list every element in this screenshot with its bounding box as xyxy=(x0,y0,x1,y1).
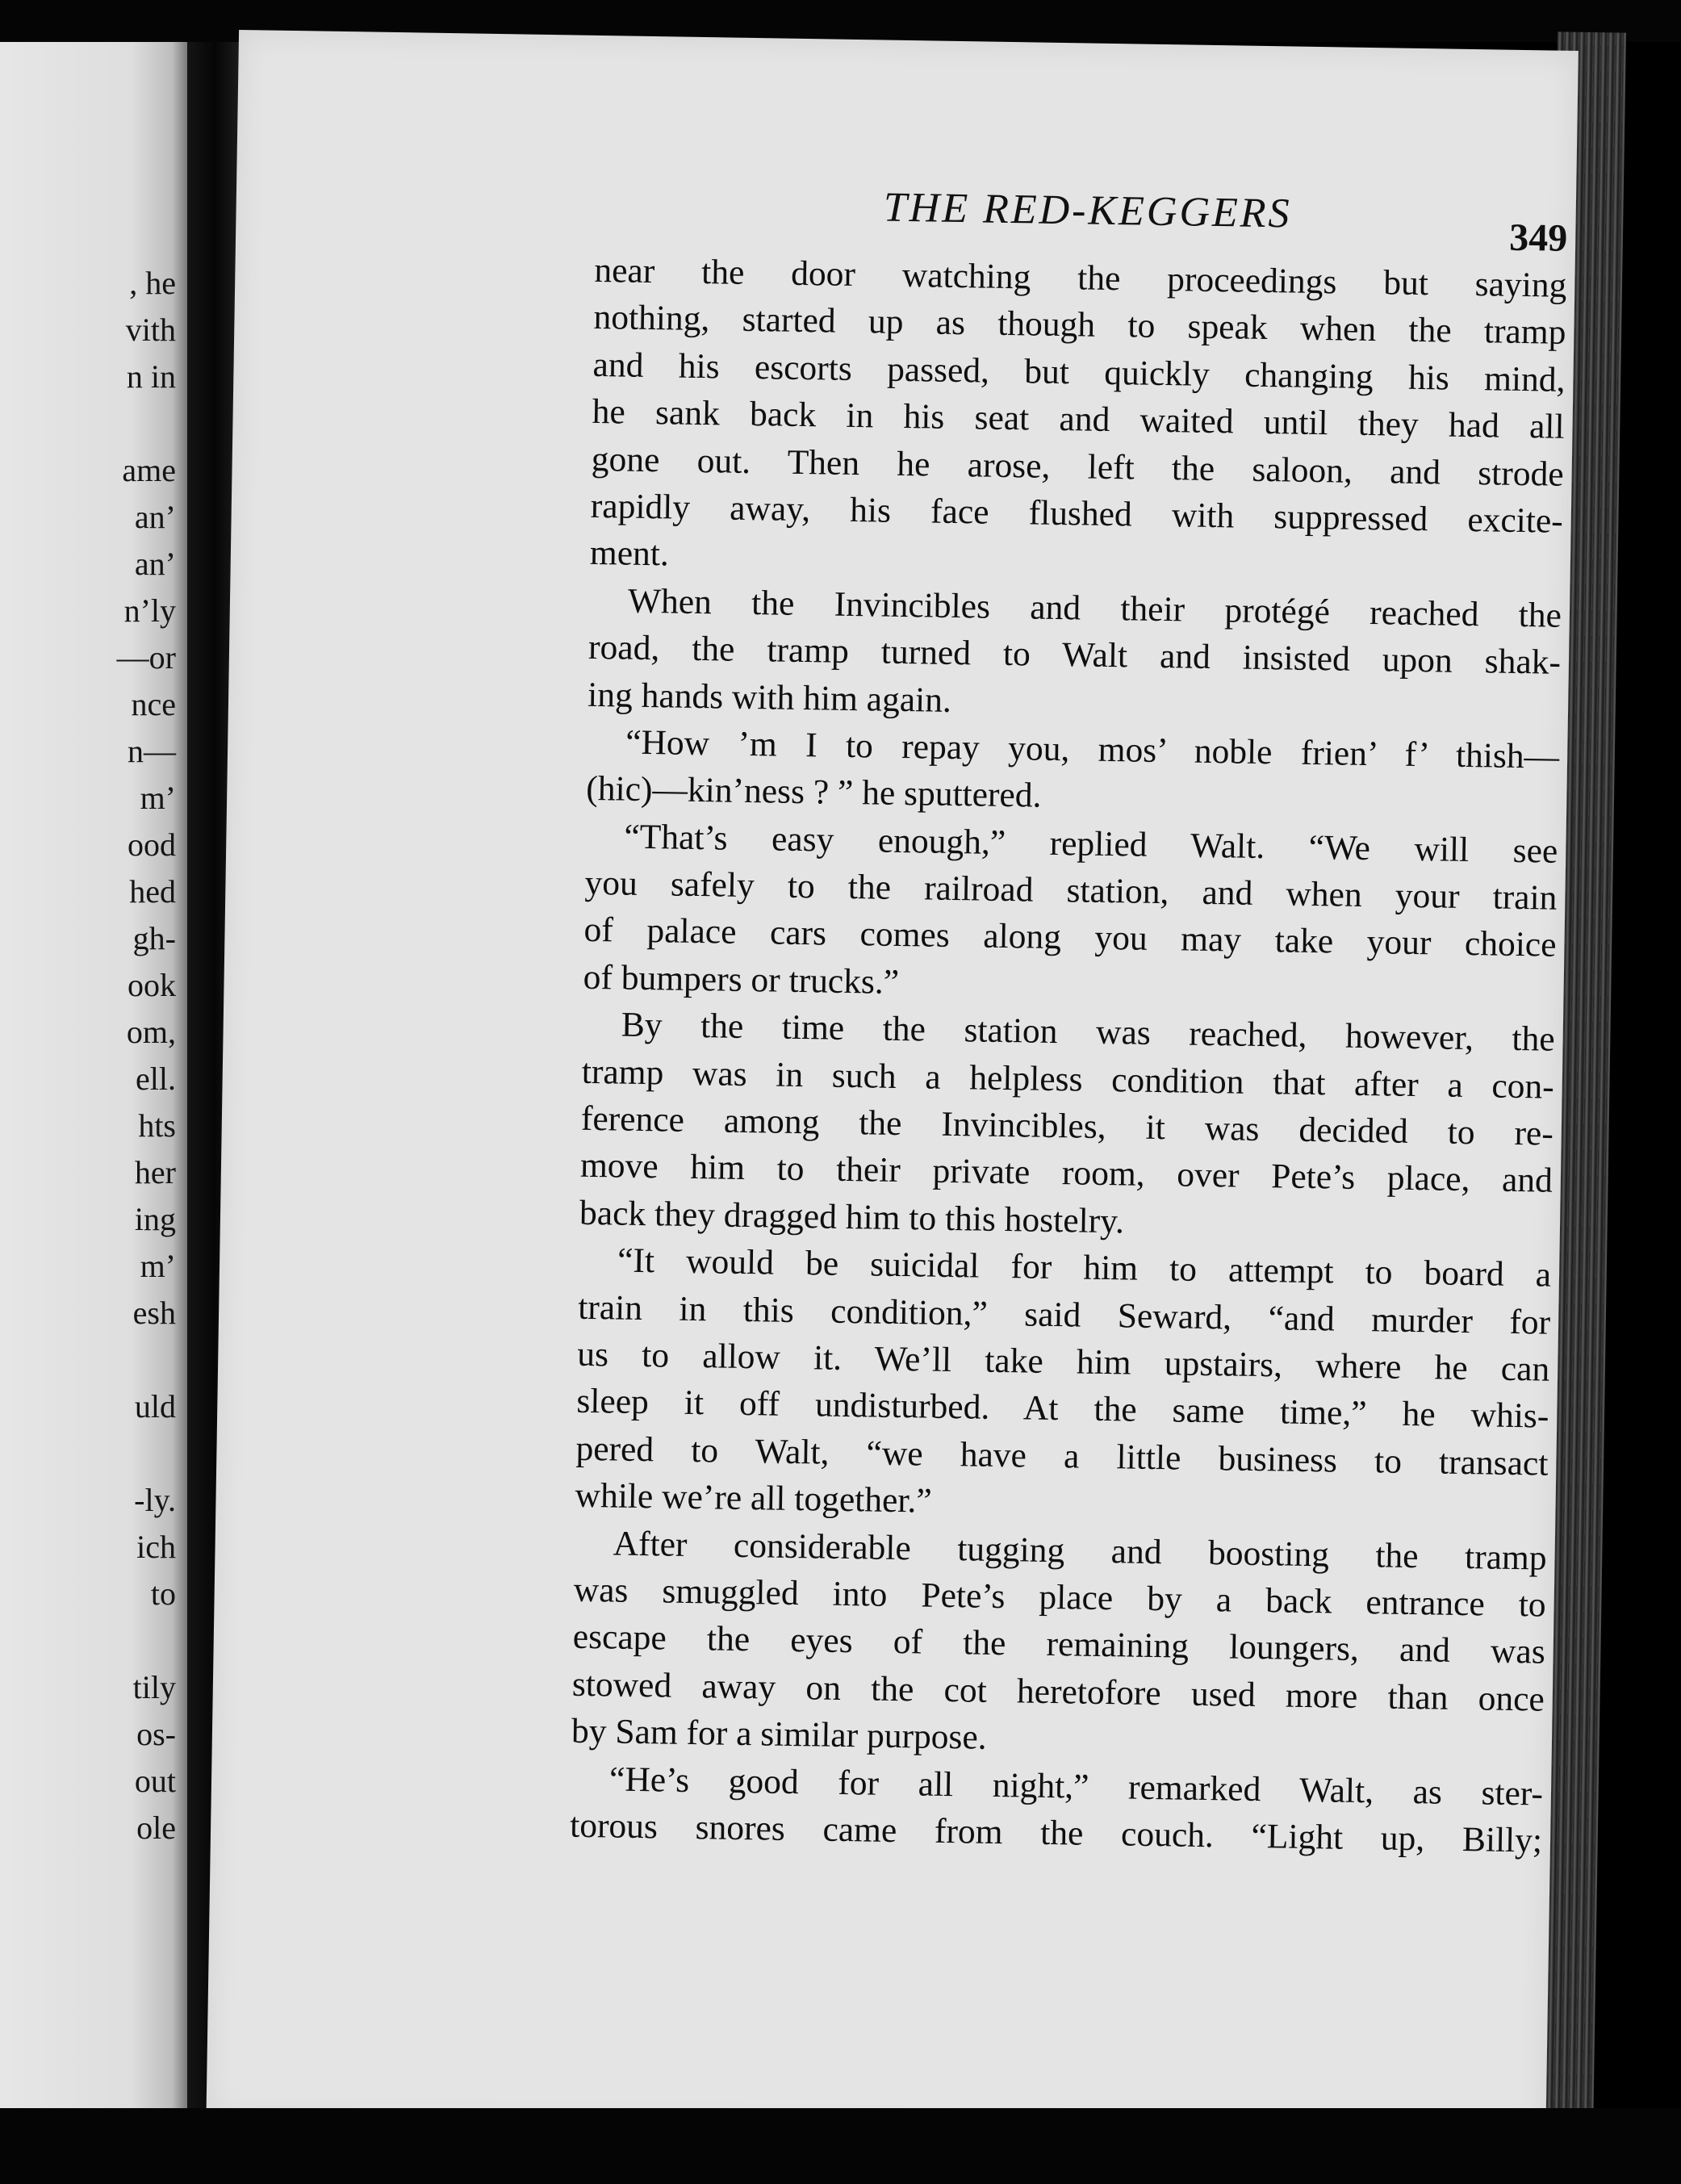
facing-page-fragment: out xyxy=(134,1763,176,1799)
text-line: gone out. Then he arose, left the saloon, and strode xyxy=(591,439,1565,494)
text-line: After considerable tugging and boosting the tramp xyxy=(613,1524,1547,1578)
facing-page-fragment xyxy=(117,1337,176,1383)
scan-bottom-border xyxy=(0,2108,1681,2184)
text-line: near the door watching the proceedings but saying xyxy=(594,250,1567,305)
facing-page-fragment: , he xyxy=(129,265,176,301)
text-line: When the Invincibles and their protégé reached the xyxy=(627,581,1562,635)
text-line: you safely to the railroad station, and when your train xyxy=(584,863,1558,918)
facing-page-fragment: an’ xyxy=(134,546,176,582)
text-line: escape the eyes of the remaining loungers, and was xyxy=(572,1617,1546,1671)
facing-page-fragment: esh xyxy=(132,1295,176,1331)
text-line: (hic)—kin’ness ? ” he sputtered. xyxy=(586,769,1042,815)
text-line: ference among the Invincibles, it was decided to re- xyxy=(580,1098,1554,1153)
text-line: train in this condition,” said Seward, “and murder for xyxy=(577,1287,1551,1342)
facing-page-fragment: uld xyxy=(134,1388,176,1425)
text-line: was smuggled into Pete’s place by a back entrance to xyxy=(573,1570,1547,1625)
facing-page-fragment: gh- xyxy=(132,920,176,956)
facing-page-fragment: n— xyxy=(128,733,176,769)
text-line: us to allow it. We’ll take him upstairs, where he can xyxy=(577,1334,1550,1389)
text-line: stowed away on the cot heretofore used more than once xyxy=(571,1664,1545,1719)
page-number: 349 xyxy=(1508,215,1568,260)
facing-page-fragment xyxy=(117,400,176,447)
facing-page-fragment: hed xyxy=(129,873,176,910)
text-line: tramp was in such a helpless condition that after a con- xyxy=(581,1052,1555,1107)
facing-page-fragment: om, xyxy=(126,1014,176,1050)
body-text xyxy=(570,247,1567,1864)
facing-page xyxy=(0,42,187,2108)
facing-page-fragment: ame xyxy=(122,452,176,488)
facing-page-fragment: vith xyxy=(125,312,176,348)
facing-page-fragment: os- xyxy=(136,1716,176,1752)
facing-page-fragment: ing xyxy=(134,1201,176,1237)
text-line: of bumpers or trucks.” xyxy=(583,957,900,1002)
text-line: By the time the station was reached, however, the xyxy=(621,1005,1556,1059)
facing-page-fragment: nce xyxy=(131,686,176,722)
facing-page-fragment: ook xyxy=(128,967,176,1003)
text-line: nothing, started up as though to speak when the tramp xyxy=(593,298,1566,353)
facing-page-fragment: hts xyxy=(138,1107,176,1144)
facing-page-fragment: ell. xyxy=(136,1061,176,1097)
facing-page-fragment: tily xyxy=(132,1669,176,1705)
text-line: rapidly away, his face flushed with suppressed excite- xyxy=(590,486,1564,541)
running-head: THE RED-KEGGERS xyxy=(883,184,1292,237)
text-line: “He’s good for all night,” remarked Walt, as ster- xyxy=(608,1759,1544,1814)
text-line: and his escorts passed, but quickly changing his mind, xyxy=(592,345,1566,400)
facing-page-fragment: m’ xyxy=(140,1248,176,1284)
facing-page-fragment: ich xyxy=(136,1529,176,1565)
text-line: pered to Walt, “we have a little business to transact xyxy=(575,1429,1549,1483)
facing-page-fragment: n’ly xyxy=(123,592,176,629)
facing-page-fragment: ood xyxy=(128,826,176,863)
text-line: torous snores came from the couch. “Light up, Billy; xyxy=(569,1805,1543,1860)
facing-page-fragment xyxy=(117,1430,176,1477)
text-line: “How ’m I to repay you, mos’ noble frien’ f’ thish— xyxy=(625,722,1560,776)
text-line: by Sam for a similar purpose. xyxy=(571,1711,988,1757)
facing-page-text xyxy=(117,260,176,1851)
text-line: ment. xyxy=(589,533,670,574)
text-line: back they dragged him to this hostelry. xyxy=(579,1193,1125,1241)
text-line: ing hands with him again. xyxy=(587,675,952,720)
main-page xyxy=(206,30,1578,2141)
text-line: he sank back in his seat and waited until they had all xyxy=(592,392,1565,446)
text-line: of palace cars comes along you may take your choice xyxy=(583,910,1557,965)
facing-page-fragment: to xyxy=(150,1575,176,1612)
text-line: “That’s easy enough,” replied Walt. “We will see xyxy=(624,817,1558,871)
facing-page-fragment: n in xyxy=(126,358,176,395)
text-line: “It would be suicidal for him to attempt to board a xyxy=(617,1241,1552,1295)
facing-page-fragment: an’ xyxy=(134,499,176,535)
facing-page-fragment xyxy=(117,1617,176,1664)
facing-page-fragment: her xyxy=(134,1154,176,1190)
facing-page-fragment: ole xyxy=(136,1810,176,1846)
text-line: sleep it off undisturbed. At the same time,” he whis- xyxy=(576,1382,1549,1437)
text-line: while we’re all together.” xyxy=(575,1475,933,1521)
facing-page-fragment: -ly. xyxy=(134,1482,176,1518)
text-line: move him to their private room, over Pete’s place, and xyxy=(579,1146,1553,1201)
text-line: road, the tramp turned to Walt and insisted upon shak- xyxy=(588,627,1562,682)
facing-page-fragment: m’ xyxy=(140,780,176,816)
facing-page-fragment: —or xyxy=(116,639,176,676)
